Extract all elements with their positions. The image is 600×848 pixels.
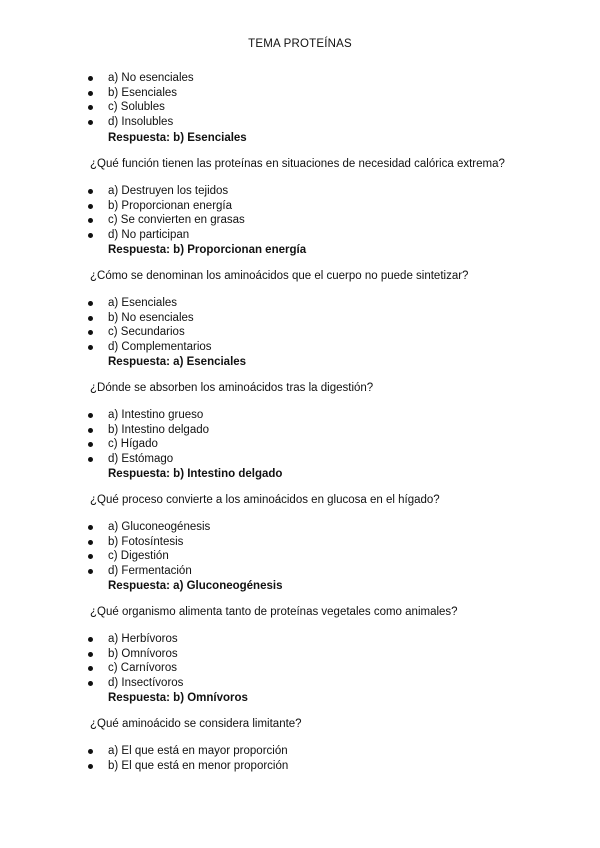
bullet-icon — [88, 218, 93, 223]
question-text: ¿Cómo se denominan los aminoácidos que el cuerpo no puede sintetizar? — [90, 270, 469, 282]
answer-text: Respuesta: b) Omnívoros — [108, 692, 248, 704]
bullet-icon — [88, 666, 93, 671]
bullet-icon — [88, 442, 93, 447]
bullet-icon — [88, 120, 93, 125]
bullet-icon — [88, 569, 93, 574]
question-text: ¿Dónde se absorben los aminoácidos tras la digestión? — [90, 382, 374, 394]
answer-text: Respuesta: a) Gluconeogénesis — [108, 580, 283, 592]
bullet-icon — [88, 637, 93, 642]
question-text: ¿Qué aminoácido se considera limitante? — [90, 718, 302, 730]
bullet-icon — [88, 345, 93, 350]
bullet-icon — [88, 301, 93, 306]
bullet-icon — [88, 428, 93, 433]
bullet-icon — [88, 540, 93, 545]
bullet-icon — [88, 749, 93, 754]
bullet-icon — [88, 189, 93, 194]
question-text: ¿Qué proceso convierte a los aminoácidos en glucosa en el hígado? — [90, 494, 440, 506]
bullet-icon — [88, 233, 93, 238]
bullet-icon — [88, 681, 93, 686]
bullet-icon — [88, 764, 93, 769]
bullet-icon — [88, 554, 93, 559]
question-text: ¿Qué organismo alimenta tanto de proteínas vegetales como animales? — [90, 606, 458, 618]
document-page: TEMA PROTEÍNAS a) No esenciales b) Esenciales c) Solubles d) Insolubles Respuesta: b) Esenciales ¿Qué función tienen las proteínas en situaciones de necesidad calórica extrema? a) Destruyen los tejidos b) Proporcionan energía c) Se convierten en grasas d) No participan Respuesta: b) Proporcionan energía ¿Cómo se denominan los aminoácidos que el cuerpo no puede sintetizar? a) Esenciales b) No esenciales c) Secundarios d) Complementarios Respuesta: a) Esenciales ¿Dónde se absorben los aminoácidos tras la digestión? a) Intestino grueso b) Intestino delgado c) Hígado d) Estómago Respuesta: b) Intestino delgado ¿Qué proceso convierte a los aminoácidos en glucosa en el hígado? a) Gluconeogénesis b) Fotosíntesis c) Digestión d) Fermentación Respuesta: a) Gluconeogénesis ¿Qué organismo alimenta tanto de proteínas vegetales como animales? a) Herbívoros b) Omnívoros c) Carnívoros d) Insectívoros Respuesta: b) Omnívoros ¿Qué aminoácido se considera limitante? a) El que está en mayor proporción b) El que está en menor proporción — [0, 0, 600, 848]
answer-text: Respuesta: b) Intestino delgado — [108, 468, 283, 480]
bullet-icon — [88, 204, 93, 209]
bullet-icon — [88, 525, 93, 530]
answer-text: Respuesta: a) Esenciales — [108, 356, 247, 368]
bullet-icon — [88, 316, 93, 321]
bullet-icon — [88, 76, 93, 81]
question-text: ¿Qué función tienen las proteínas en situaciones de necesidad calórica extrema? — [90, 158, 505, 170]
bullet-icon — [88, 652, 93, 657]
bullet-icon — [88, 330, 93, 335]
answer-text: Respuesta: b) Proporcionan energía — [108, 244, 307, 256]
bullet-icon — [88, 91, 93, 96]
document-title: TEMA PROTEÍNAS — [248, 38, 352, 50]
bullet-icon — [88, 457, 93, 462]
bullet-icon — [88, 413, 93, 418]
bullet-icon — [88, 105, 93, 110]
answer-text: Respuesta: b) Esenciales — [108, 132, 247, 144]
